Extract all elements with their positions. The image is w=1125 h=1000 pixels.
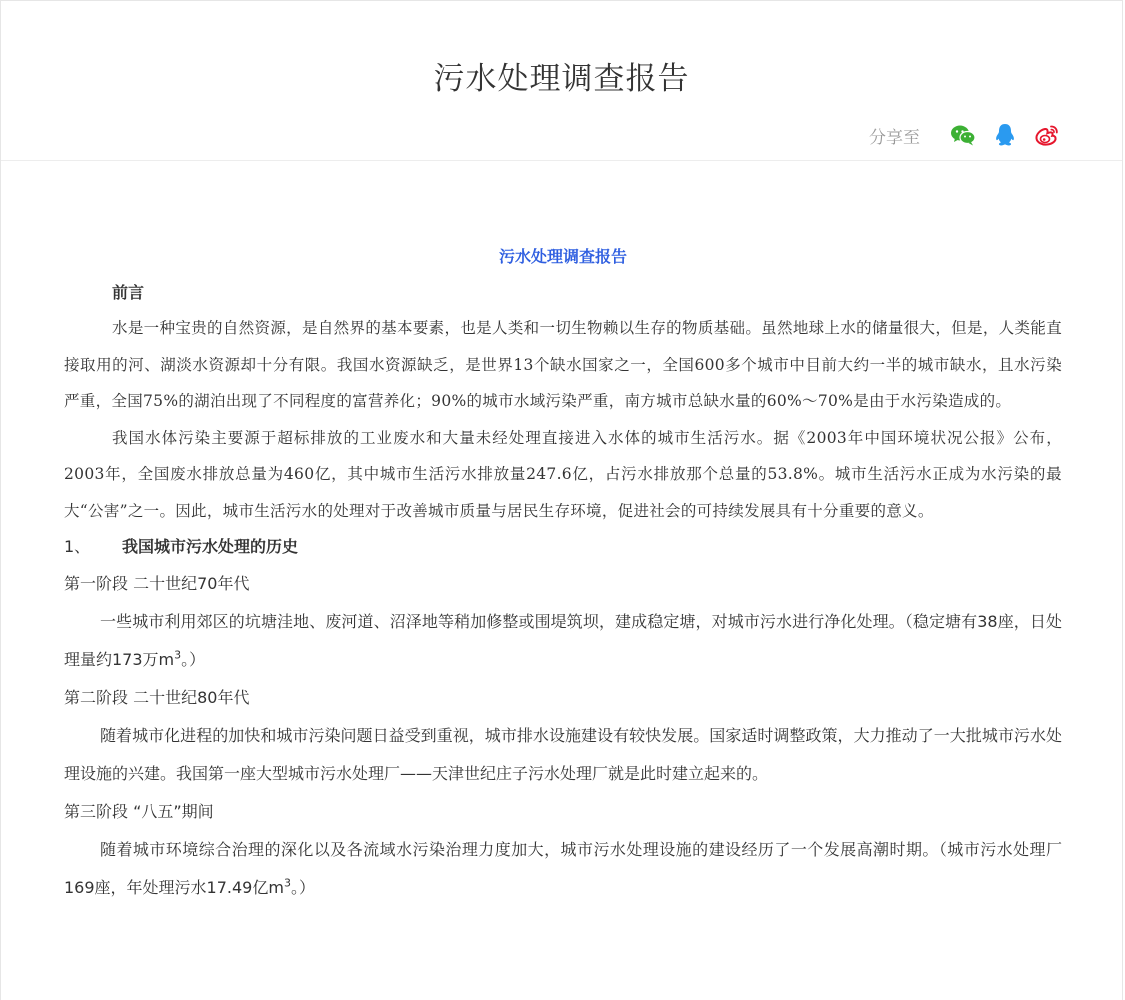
stage-3-heading: 第三阶段 “八五”期间 [64,802,214,821]
section-heading [64,529,1062,565]
weibo-icon[interactable] [1034,122,1060,148]
wechat-icon[interactable] [950,122,976,148]
section-number: 1、 [64,537,91,556]
article-title: 污水处理调查报告 [498,247,627,266]
page-header [1,1,1122,161]
qq-icon[interactable] [992,122,1018,148]
article-body [64,241,1062,907]
preface-paragraph-1: 水是一种宝贵的自然资源，是自然界的基本要素，也是人类和一切生物赖以生存的物质基础。虽然地球上水的储量很大，但是，人类能直接取用的河、湖淡水资源却十分有限。我国水资源缺乏，是世界13个缺水国家之一，全国600多个城市中目前大约一半的城市缺水，且水污染严重，全国75%的湖泊出现了不同程度的富营养化；90%的城市水域污染严重，南方城市总缺水量的60%～70%是由于水污染造成的。 [64,319,1062,410]
section-title: 我国城市污水处理的历史 [122,537,299,556]
stage-1-heading: 第一阶段 二十世纪70年代 [64,574,250,593]
stage-2-heading: 第二阶段 二十世纪80年代 [64,688,250,707]
stage-3-text: 随着城市环境综合治理的深化以及各流域水污染治理力度加大，城市污水处理设施的建设经历了一个发展高潮时期。（城市污水处理厂169座，年处理污水17.49亿$m^3$。） [64,840,1062,897]
preface-paragraph-2: 我国水体污染主要源于超标排放的工业废水和大量未经处理直接进入水体的城市生活污水。据《2003年中国环境状况公报》公布，2003年，全国废水排放总量为460亿，其中城市生活污水排放量247.6亿，占污水排放那个总量的53.8%。城市生活污水正成为水污染的最大“公害”之一。因此，城市生活污水的处理对于改善城市质量与居民生存环境，促进社会的可持续发展具有十分重要的意义。 [64,428,1062,520]
share-bar [869,122,1060,148]
page-title: 污水处理调查报告 [433,61,690,97]
stage-1-text: 一些城市利用郊区的坑塘洼地、废河道、沼泽地等稍加修整或围堤筑坝，建成稳定塘，对城市污水进行净化处理。（稳定塘有38座，日处理量约173万$m^3$。） [64,612,1062,669]
share-label: 分享至 [869,127,920,148]
stage-2-text: 随着城市化进程的加快和城市污染问题日益受到重视，城市排水设施建设有较快发展。国家适时调整政策，大力推动了一大批城市污水处理设施的兴建。我国第一座大型城市污水处理厂——天津世纪庄子污水处理厂就是此时建立起来的。 [64,726,1062,783]
preface-heading: 前言 [112,283,145,302]
